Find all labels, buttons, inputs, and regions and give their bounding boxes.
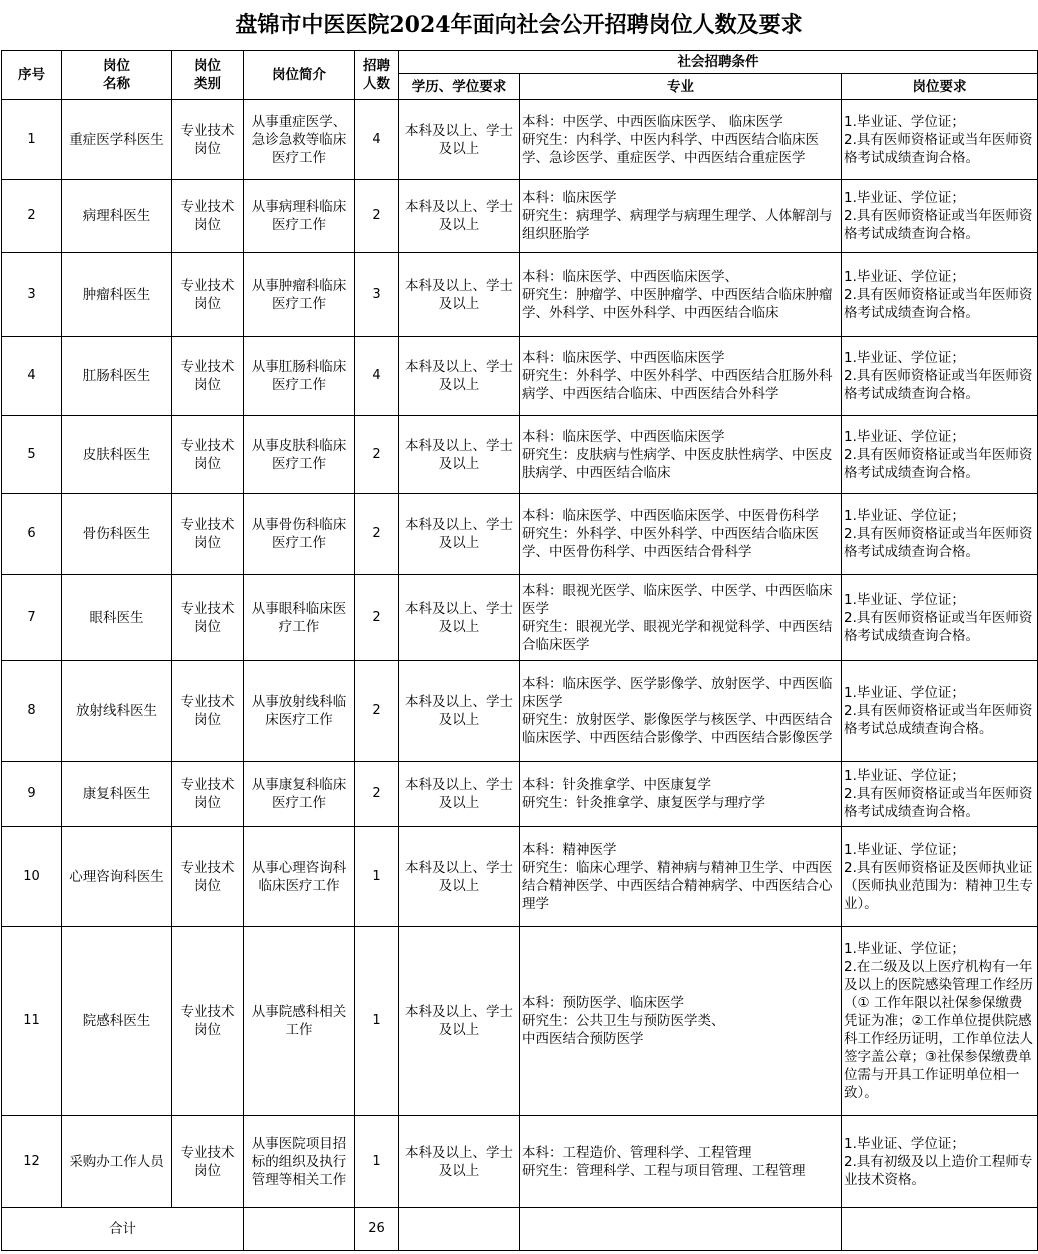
- row-position-intro: 从事院感科相关工作: [244, 927, 355, 1116]
- header-seq: 序号: [2, 51, 62, 100]
- row-seq: 8: [2, 661, 62, 762]
- major-line: 本科：临床医学: [522, 190, 617, 206]
- row-seq: 9: [2, 762, 62, 827]
- row-position-type: 专业技术岗位: [172, 100, 244, 180]
- row-recruit-count: 3: [355, 253, 399, 337]
- requirement-line: 2.具有医师资格证或当年医师资格考试成绩查询合格。: [844, 786, 1033, 820]
- row-major: [520, 827, 842, 927]
- row-recruit-count: 2: [355, 180, 399, 253]
- row-education: 本科及以上、学士及以上: [399, 661, 520, 762]
- requirement-line: 2.具有医师资格证或当年医师资格考试成绩查询合格。: [844, 526, 1033, 560]
- table-row: [2, 253, 1038, 337]
- major-line: 本科：预防医学、临床医学: [522, 995, 684, 1011]
- header-row-1: [2, 51, 1038, 74]
- requirement-line: 1.毕业证、学位证；: [844, 268, 965, 285]
- row-requirements: [842, 762, 1038, 827]
- row-position-name: 心理咨询科医生: [62, 827, 172, 927]
- row-position-type: 专业技术岗位: [172, 762, 244, 827]
- row-major: [520, 1116, 842, 1208]
- row-major: [520, 180, 842, 253]
- total-count: 26: [355, 1208, 399, 1251]
- row-education: 本科及以上、学士及以上: [399, 1116, 520, 1208]
- row-position-intro: 从事眼科临床医疗工作: [244, 575, 355, 661]
- row-position-intro: 从事康复科临床医疗工作: [244, 762, 355, 827]
- row-requirements: [842, 575, 1038, 661]
- row-education: 本科及以上、学士及以上: [399, 575, 520, 661]
- header-recruit-count: 招聘 人数: [355, 51, 399, 100]
- requirement-line: 2.具有医师资格证及医师执业证: [844, 859, 1033, 876]
- row-recruit-count: 4: [355, 100, 399, 180]
- major-line: 研究生：病理学、病理学与病理生理学、人体解剖与组织胚胎学: [522, 208, 833, 242]
- requirement-line: 2.具有医师资格证或当年医师资格考试成绩查询合格。: [844, 609, 1033, 644]
- row-education: 本科及以上、学士及以上: [399, 827, 520, 927]
- requirement-line: 1.毕业证、学位证；: [844, 190, 965, 206]
- major-line: 研究生：管理科学、工程与项目管理、工程管理: [522, 1162, 806, 1179]
- row-position-intro: 从事病理科临床医疗工作: [244, 180, 355, 253]
- major-line: 本科：工程造价、管理科学、工程管理: [522, 1144, 752, 1161]
- table-body: [2, 100, 1038, 1208]
- row-major: [520, 253, 842, 337]
- row-requirements: [842, 180, 1038, 253]
- row-education: 本科及以上、学士及以上: [399, 337, 520, 416]
- total-empty-cell: [244, 1208, 355, 1251]
- row-major: [520, 494, 842, 575]
- row-position-name: 院感科医生: [62, 927, 172, 1116]
- table-row: [2, 927, 1038, 1116]
- row-requirements: [842, 494, 1038, 575]
- major-line: 本科：临床医学、中西医临床医学: [522, 428, 725, 445]
- row-seq: 6: [2, 494, 62, 575]
- row-seq: 3: [2, 253, 62, 337]
- row-requirements: [842, 661, 1038, 762]
- requirement-line: 2.具有医师资格证或当年医师资格考试成绩查询合格。: [844, 208, 1033, 242]
- row-position-intro: 从事肿瘤科临床医疗工作: [244, 253, 355, 337]
- row-education: 本科及以上、学士及以上: [399, 762, 520, 827]
- header-conditions: 社会招聘条件: [399, 51, 1038, 74]
- row-requirements: [842, 337, 1038, 416]
- row-seq: 2: [2, 180, 62, 253]
- row-major: [520, 337, 842, 416]
- row-position-type: 专业技术岗位: [172, 661, 244, 762]
- row-education: 本科及以上、学士及以上: [399, 180, 520, 253]
- row-position-type: 专业技术岗位: [172, 253, 244, 337]
- row-requirements: [842, 253, 1038, 337]
- header-education: 学历、学位要求: [399, 74, 520, 100]
- row-education: 本科及以上、学士及以上: [399, 100, 520, 180]
- requirement-line: （医师执业范围为：精神卫生专业）。: [844, 877, 1033, 912]
- row-requirements: [842, 1116, 1038, 1208]
- row-position-name: 放射线科医生: [62, 661, 172, 762]
- requirement-line: 1.毕业证、学位证；: [844, 428, 965, 445]
- row-major: [520, 575, 842, 661]
- header-major: 专业: [520, 74, 842, 100]
- requirement-line: 1.毕业证、学位证；: [844, 1135, 965, 1152]
- row-position-intro: 从事放射线科临床医疗工作: [244, 661, 355, 762]
- row-position-type: 专业技术岗位: [172, 494, 244, 575]
- row-requirements: [842, 927, 1038, 1116]
- row-seq: 5: [2, 416, 62, 494]
- row-major: [520, 100, 842, 180]
- row-major: [520, 927, 842, 1116]
- requirement-line: 1.毕业证、学位证；: [844, 768, 965, 784]
- requirement-line: 1.毕业证、学位证；: [844, 113, 965, 130]
- table-row: [2, 1116, 1038, 1208]
- major-line: 研究生：外科学、中医外科学、中西医结合肛肠外科病学、中西医结合临床、中西医结合外科学: [522, 368, 833, 402]
- row-major: [520, 661, 842, 762]
- major-line: 研究生：内科学、中医内科学、中西医结合临床医学、急诊医学、重症医学、中西医结合重症医学: [522, 131, 819, 166]
- row-major: [520, 416, 842, 494]
- major-line: 本科：临床医学、中西医临床医学、: [522, 268, 738, 285]
- requirement-line: 2.在二级及以上医疗机构有一年及以上的医院感染管理工作经历 （① 工作年限以社保参保缴费凭证为准；②工作单位提供院感科工作经历证明，工作单位法人签字盖公章；③社保参保缴费单位需与开具工作证明单位相一致）。: [844, 959, 1033, 1101]
- table-row: [2, 494, 1038, 575]
- row-position-intro: 从事重症医学、急诊急救等临床医疗工作: [244, 100, 355, 180]
- row-seq: 7: [2, 575, 62, 661]
- row-seq: 10: [2, 827, 62, 927]
- row-recruit-count: 1: [355, 1116, 399, 1208]
- row-requirements: [842, 100, 1038, 180]
- page-title: 盘锦市中医医院2024年面向社会公开招聘岗位人数及要求: [235, 12, 803, 38]
- requirement-line: 2.具有医师资格证或当年医师资格考试总成绩查询合格。: [844, 703, 1033, 737]
- major-line: 研究生：眼视光学、眼视光学和视觉科学、中西医结合临床医学: [522, 618, 833, 653]
- major-line: 本科：精神医学: [522, 841, 617, 858]
- row-seq: 4: [2, 337, 62, 416]
- total-empty-cell: [842, 1208, 1038, 1251]
- row-recruit-count: 2: [355, 575, 399, 661]
- row-position-name: 采购办工作人员: [62, 1116, 172, 1208]
- row-recruit-count: 1: [355, 927, 399, 1116]
- requirement-line: 1.毕业证、学位证；: [844, 591, 965, 608]
- major-line: 本科：中医学、中西医临床医学、 临床医学: [522, 113, 783, 130]
- row-position-intro: 从事骨伤科临床医疗工作: [244, 494, 355, 575]
- row-seq: 1: [2, 100, 62, 180]
- header-position-type: 岗位 类别: [172, 51, 244, 100]
- row-recruit-count: 2: [355, 494, 399, 575]
- requirement-line: 1.毕业证、学位证；: [844, 941, 965, 957]
- major-line: 本科：临床医学、医学影像学、放射医学、中西医临床医学: [522, 676, 833, 710]
- row-position-intro: 从事皮肤科临床医疗工作: [244, 416, 355, 494]
- requirement-line: 2.具有医师资格证或当年医师资格考试成绩查询合格。: [844, 368, 1033, 402]
- major-line: 研究生：临床心理学、精神病与精神卫生学、中西医结合精神医学、中西医结合精神病学、中西医结合心理学: [522, 859, 833, 912]
- row-position-type: 专业技术岗位: [172, 180, 244, 253]
- row-position-name: 骨伤科医生: [62, 494, 172, 575]
- major-line: 本科：临床医学、中西医临床医学、中医骨伤科学: [522, 508, 819, 524]
- row-position-type: 专业技术岗位: [172, 416, 244, 494]
- row-position-type: 专业技术岗位: [172, 927, 244, 1116]
- major-line: 研究生：外科学、中医外科学、中西医结合临床医学、中医骨伤科学、中西医结合骨科学: [522, 526, 819, 560]
- table-row: [2, 827, 1038, 927]
- row-position-name: 病理科医生: [62, 180, 172, 253]
- total-label: 合计: [2, 1208, 244, 1251]
- table-row: [2, 416, 1038, 494]
- recruitment-table: [1, 50, 1038, 1251]
- header-position-intro: 岗位简介: [244, 51, 355, 100]
- table-row: [2, 661, 1038, 762]
- row-seq: 11: [2, 927, 62, 1116]
- row-major: [520, 762, 842, 827]
- table-row: [2, 180, 1038, 253]
- requirement-line: 1.毕业证、学位证；: [844, 350, 965, 366]
- row-position-name: 重症医学科医生: [62, 100, 172, 180]
- row-recruit-count: 2: [355, 762, 399, 827]
- row-recruit-count: 2: [355, 661, 399, 762]
- requirement-line: 2.具有医师资格证或当年医师资格考试成绩查询合格。: [844, 131, 1033, 166]
- row-position-name: 肛肠科医生: [62, 337, 172, 416]
- table-row: [2, 337, 1038, 416]
- table-row: [2, 575, 1038, 661]
- row-requirements: [842, 416, 1038, 494]
- row-position-intro: 从事医院项目招标的组织及执行管理等相关工作: [244, 1116, 355, 1208]
- requirement-line: 2.具有初级及以上造价工程师专业技术资格。: [844, 1153, 1033, 1188]
- row-position-intro: 从事肛肠科临床医疗工作: [244, 337, 355, 416]
- row-education: 本科及以上、学士及以上: [399, 927, 520, 1116]
- row-education: 本科及以上、学士及以上: [399, 253, 520, 337]
- row-position-name: 康复科医生: [62, 762, 172, 827]
- row-education: 本科及以上、学士及以上: [399, 494, 520, 575]
- table-row: [2, 100, 1038, 180]
- row-position-type: 专业技术岗位: [172, 1116, 244, 1208]
- major-line: 研究生：放射医学、影像医学与核医学、中西医结合临床医学、中西医结合影像学、中西医结合影像医学: [522, 712, 833, 746]
- row-position-intro: 从事心理咨询科临床医疗工作: [244, 827, 355, 927]
- major-line: 本科：针灸推拿学、中医康复学: [522, 777, 711, 793]
- row-position-type: 专业技术岗位: [172, 337, 244, 416]
- major-line: 研究生：皮肤病与性病学、中医皮肤性病学、中医皮肤病学、中西医结合临床: [522, 446, 833, 481]
- header-position-name: 岗位 名称: [62, 51, 172, 100]
- requirement-line: 2.具有医师资格证或当年医师资格考试成绩查询合格。: [844, 446, 1033, 481]
- header-requirements: 岗位要求: [842, 74, 1038, 100]
- requirement-line: 2.具有医师资格证或当年医师资格考试成绩查询合格。: [844, 286, 1033, 321]
- row-recruit-count: 2: [355, 416, 399, 494]
- table-row: [2, 762, 1038, 827]
- requirement-line: 1.毕业证、学位证；: [844, 841, 965, 858]
- requirement-line: 1.毕业证、学位证；: [844, 685, 965, 701]
- major-line: 本科：临床医学、中西医临床医学: [522, 350, 725, 366]
- major-line: 研究生：公共卫生与预防医学类、: [522, 1013, 725, 1029]
- major-line: 本科：眼视光医学、临床医学、中医学、中西医临床医学: [522, 582, 833, 617]
- row-position-name: 眼科医生: [62, 575, 172, 661]
- row-requirements: [842, 827, 1038, 927]
- row-position-type: 专业技术岗位: [172, 575, 244, 661]
- row-position-type: 专业技术岗位: [172, 827, 244, 927]
- major-line: 研究生：肿瘤学、中医肿瘤学、中西医结合临床肿瘤学、外科学、中医外科学、中西医结合临床: [522, 286, 833, 321]
- row-position-name: 皮肤科医生: [62, 416, 172, 494]
- major-line: 研究生：针灸推拿学、康复医学与理疗学: [522, 795, 765, 811]
- row-position-name: 肿瘤科医生: [62, 253, 172, 337]
- row-seq: 12: [2, 1116, 62, 1208]
- total-row: [2, 1208, 1038, 1251]
- row-recruit-count: 1: [355, 827, 399, 927]
- requirement-line: 1.毕业证、学位证；: [844, 508, 965, 524]
- row-recruit-count: 4: [355, 337, 399, 416]
- row-education: 本科及以上、学士及以上: [399, 416, 520, 494]
- total-empty-cell: [399, 1208, 520, 1251]
- major-line: 中西医结合预防医学: [522, 1031, 644, 1047]
- total-empty-cell: [520, 1208, 842, 1251]
